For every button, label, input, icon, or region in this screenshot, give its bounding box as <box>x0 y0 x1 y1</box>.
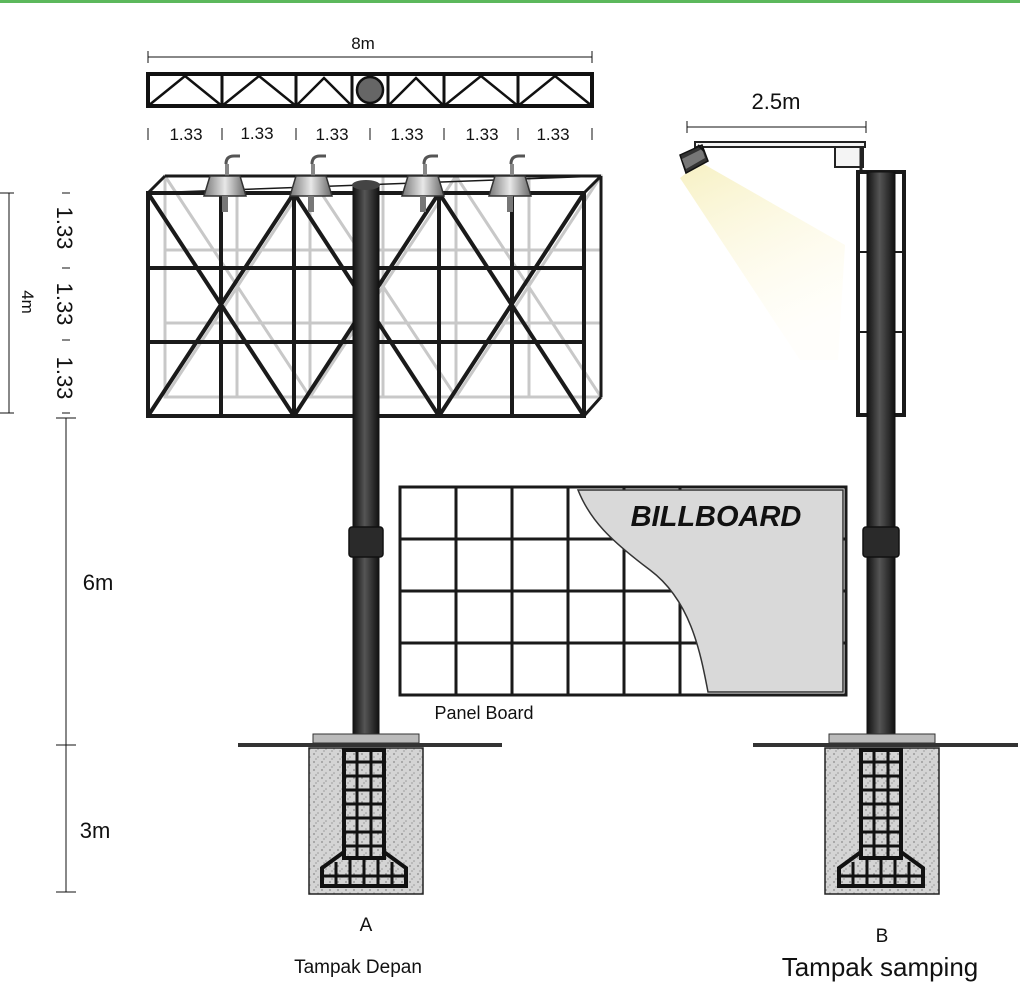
segment-label: 1.33 <box>240 124 274 143</box>
row-label: 1.33 <box>52 282 77 326</box>
row-label: 1.33 <box>52 356 77 400</box>
panel-title: BILLBOARD <box>630 501 802 533</box>
segment-label: 1.33 <box>465 125 499 144</box>
panel-board <box>400 487 846 723</box>
front-pole <box>353 185 379 745</box>
front-view-caption: Tampak Depan <box>294 957 422 978</box>
segment-ticks <box>148 128 592 140</box>
top-view <box>148 34 592 144</box>
spotlight-icon <box>489 156 531 212</box>
light-beam <box>680 162 845 360</box>
side-pole <box>867 172 895 745</box>
front-base-plate <box>313 734 419 743</box>
arm-length-label: 2.5m <box>751 89 801 114</box>
pole-foundation-dimension <box>56 418 76 892</box>
segment-label: 1.33 <box>315 125 349 144</box>
panel-label: Panel Board <box>434 703 534 723</box>
segment-label: 1.33 <box>390 125 424 144</box>
pole-collar <box>349 527 383 557</box>
spotlight-icon <box>204 156 246 212</box>
vertical-dimensions <box>0 193 113 892</box>
board-height-label: 4m <box>18 290 37 314</box>
row-label: 1.33 <box>52 206 77 250</box>
pole-height-label: 6m <box>82 570 114 595</box>
side-view-caption: Tampak samping <box>781 952 979 982</box>
arm-dimension <box>687 121 866 133</box>
foundation-depth-label: 3m <box>79 818 111 843</box>
side-view-letter: B <box>875 926 889 947</box>
pole-cap <box>352 180 380 190</box>
plan-pole-section <box>357 77 383 103</box>
front-view-letter: A <box>359 915 373 936</box>
spotlight-icon <box>290 156 332 212</box>
side-pole-collar <box>863 527 899 557</box>
top-accent-border <box>0 0 1020 3</box>
segment-label: 1.33 <box>169 125 203 144</box>
lamp-arm <box>695 142 865 172</box>
board-height-dimension <box>0 193 14 413</box>
side-base-plate <box>829 734 935 743</box>
top-width-label: 8m <box>351 34 375 53</box>
segment-label: 1.33 <box>536 125 570 144</box>
